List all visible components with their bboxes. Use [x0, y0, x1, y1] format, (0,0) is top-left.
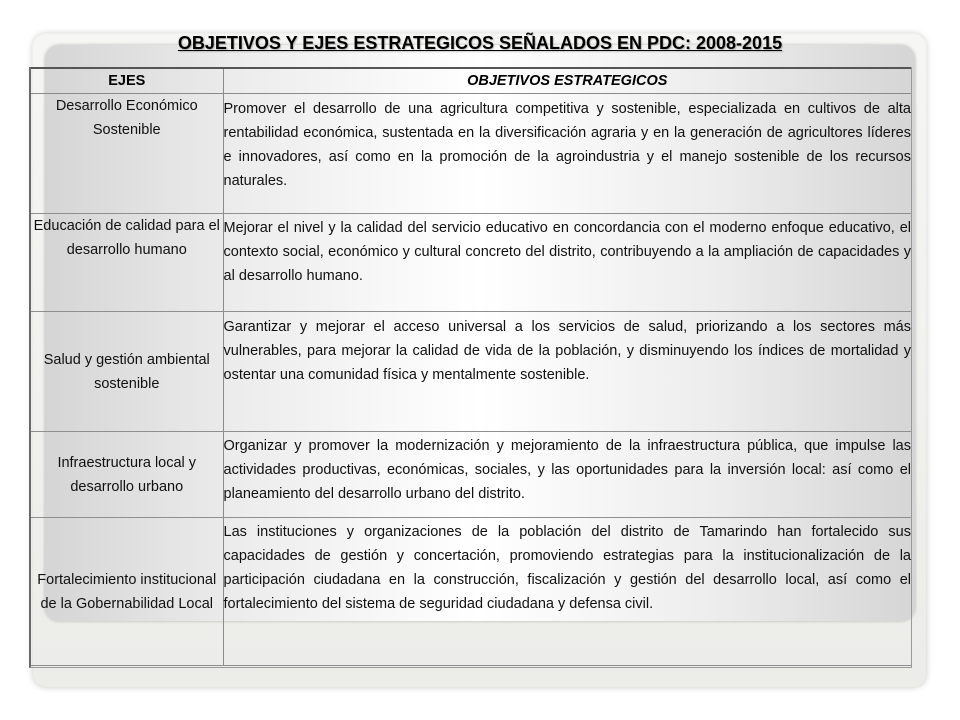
objetivo-cell [223, 94, 911, 214]
header-objetivos: OBJETIVOS ESTRATEGICOS [223, 68, 911, 94]
header-ejes: EJES [31, 68, 223, 94]
objetivo-cell [223, 312, 911, 432]
table-row [31, 94, 911, 214]
objetivo-text: Garantizar y mejorar el acceso universal a los servicios de salud, priorizando a los sectores más vulnerables, para mejorar la calidad de vida de la población, y disminuyendo los índices de mortalidad y ostentar una comunidad física y mentalmente sostenible. [223, 319, 911, 383]
objetivo-text: Organizar y promover la modernización y mejoramiento de la infraestructura pública, que impulse las actividades productivas, económicas, sociales, y las oportunidades para la inversión local: así como el planeamiento del desarrollo urbano del distrito. [223, 438, 911, 502]
eje-cell [31, 312, 223, 432]
table-row [31, 214, 911, 312]
objetivo-text: Mejorar el nivel y la calidad del servicio educativo en concordancia con el moderno enfoque educativo, el contexto social, económico y cultural concreto del distrito, contribuyendo a la ampliación de capacidades y al desarrollo humano. [223, 220, 911, 284]
objectives-table [31, 67, 911, 666]
table-row [31, 518, 911, 666]
eje-label: Infraestructura local y desarrollo urbano [57, 454, 197, 495]
objetivo-cell [223, 432, 911, 518]
eje-label: Fortalecimiento institucional de la Gobernabilidad Local [37, 571, 217, 612]
eje-cell [31, 214, 223, 312]
eje-label: Salud y gestión ambiental sostenible [43, 351, 210, 392]
eje-cell [31, 94, 223, 214]
objetivo-text: Las instituciones y organizaciones de la población del distrito de Tamarindo han fortalecido sus capacidades de gestión y concertación, promoviendo estrategias para la institucionalización de la participación ciudadana en la construcción, fiscalización y gestión del desarrollo local, así como el fortalecimiento del sistema de seguridad ciudadana y defensa civil. [223, 524, 911, 612]
objectives-table-container [29, 67, 912, 668]
eje-label: Educación de calidad para el desarrollo humano [33, 218, 220, 258]
eje-cell [31, 432, 223, 518]
objetivo-text: Promover el desarrollo de una agricultura competitiva y sostenible, especializada en cultivos de alta rentabilidad económica, sustentada en la diversificación agraria y en la generación de agricultores líderes e innovadores, así como en la promoción de la agroindustria y el manejo sostenible de los recursos naturales. [223, 101, 911, 189]
table-row [31, 432, 911, 518]
objetivo-cell [223, 518, 911, 666]
slide-title: OBJETIVOS Y EJES ESTRATEGICOS SEÑALADOS EN PDC: 2008-2015 [177, 33, 783, 53]
objetivo-cell [223, 214, 911, 312]
table-row [31, 312, 911, 432]
eje-label: Desarrollo Económico Sostenible [55, 98, 198, 138]
eje-cell [31, 518, 223, 666]
table-header-row [31, 68, 911, 94]
